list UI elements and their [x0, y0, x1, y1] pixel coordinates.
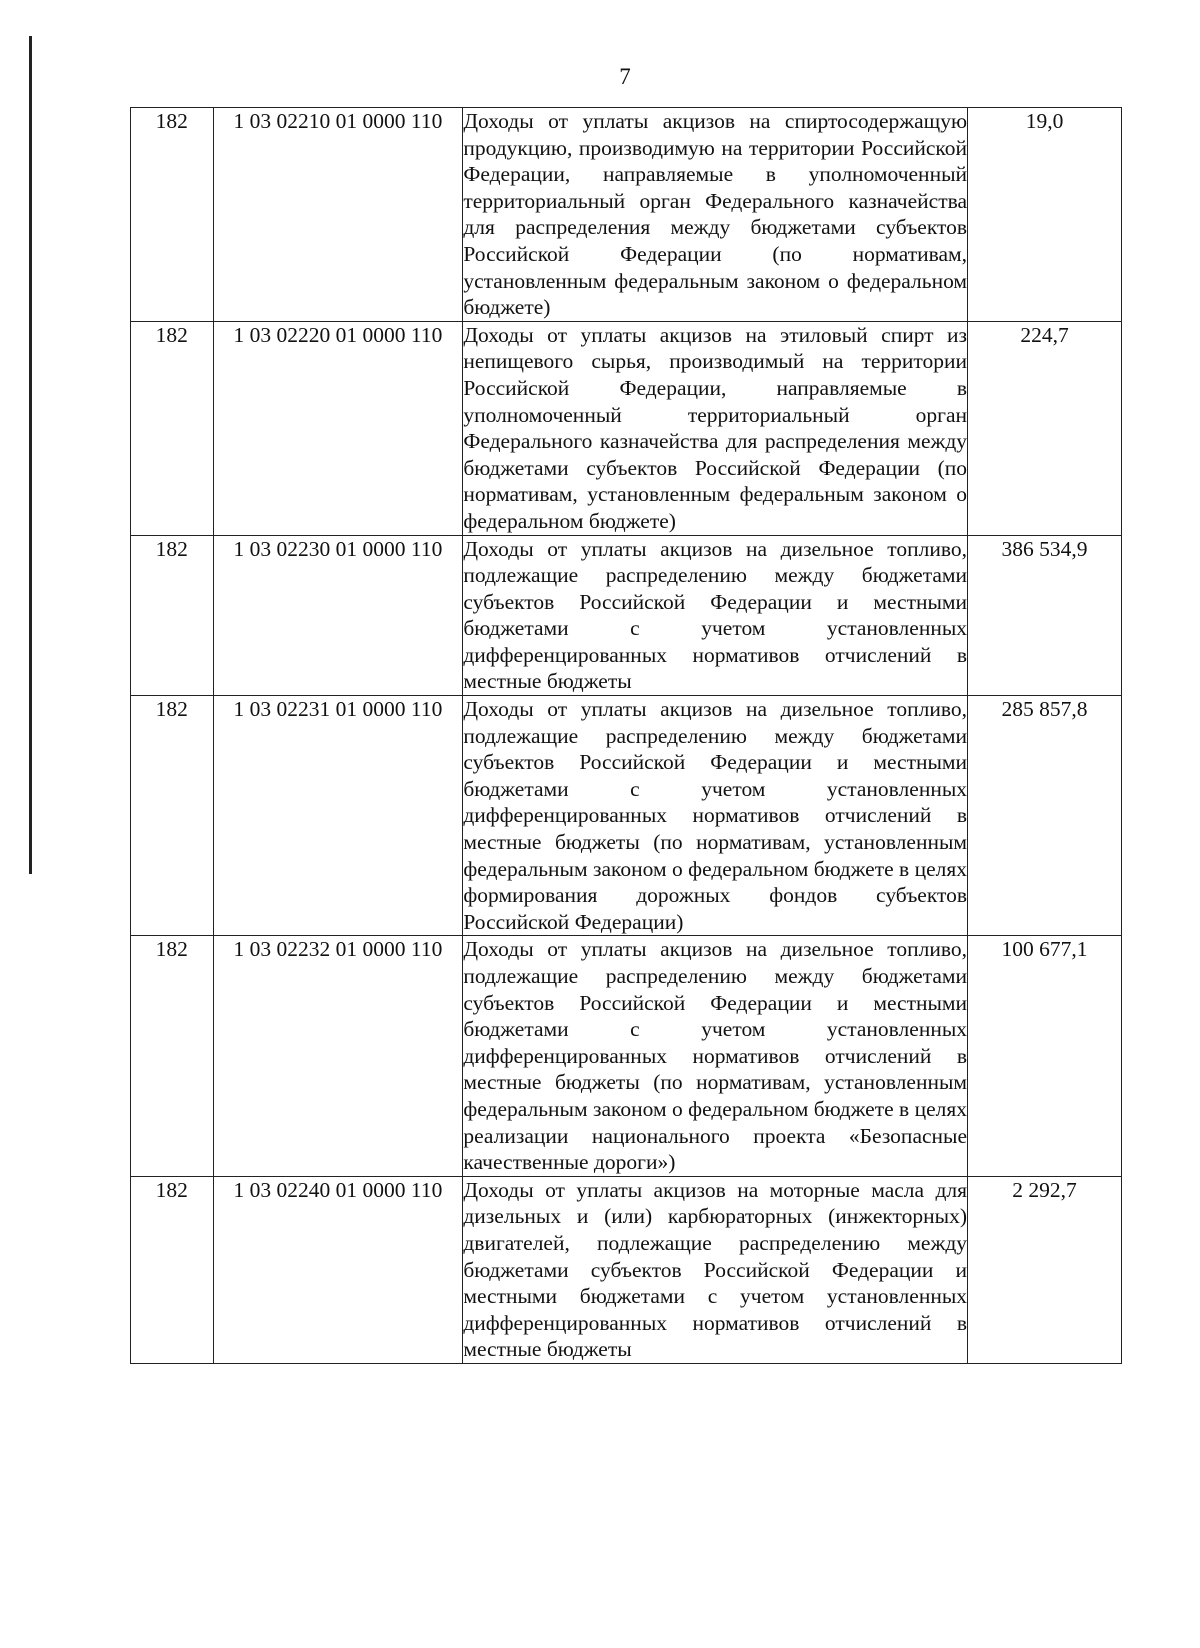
- admin-code-cell: 182: [131, 321, 214, 535]
- amount-cell: 100 677,1: [968, 936, 1122, 1176]
- revenue-name-cell: Доходы от уплаты акцизов на моторные масла для дизельных и (или) карбюраторных (инжекторных) двигателей, подлежащие распределению между бюджетами субъектов Российской Федерации и местными бюджетами с учетом установленных дифференцированных нормативов отчислений в местные бюджеты: [463, 1176, 968, 1363]
- budget-code-cell: 1 03 02231 01 0000 110: [213, 696, 463, 936]
- margin-binding-line: [29, 36, 32, 874]
- table-row: [131, 696, 1122, 936]
- table-row: [131, 108, 1122, 322]
- amount-cell: 2 292,7: [968, 1176, 1122, 1363]
- admin-code-cell: 182: [131, 936, 214, 1176]
- budget-code-cell: 1 03 02220 01 0000 110: [213, 321, 463, 535]
- budget-code-cell: 1 03 02240 01 0000 110: [213, 1176, 463, 1363]
- revenue-name-cell: Доходы от уплаты акцизов на дизельное топливо, подлежащие распределению между бюджетами субъектов Российской Федерации и местными бюджетами с учетом установленных дифференцированных нормативов отчислений в местные бюджеты: [463, 535, 968, 696]
- revenue-table: [130, 107, 1122, 1364]
- admin-code-cell: 182: [131, 535, 214, 696]
- admin-code-cell: 182: [131, 1176, 214, 1363]
- table-row: [131, 936, 1122, 1176]
- table-row: [131, 321, 1122, 535]
- revenue-name-cell: Доходы от уплаты акцизов на этиловый спирт из непищевого сырья, производимый на территории Российской Федерации, направляемые в уполномоченный территориальный орган Федерального казначейства для распределения между бюджетами субъектов Российской Федерации (по нормативам, установленным федеральным законом о федеральном бюджете): [463, 321, 968, 535]
- budget-code-cell: 1 03 02232 01 0000 110: [213, 936, 463, 1176]
- revenue-name-cell: Доходы от уплаты акцизов на дизельное топливо, подлежащие распределению между бюджетами субъектов Российской Федерации и местными бюджетами с учетом установленных дифференцированных нормативов отчислений в местные бюджеты (по нормативам, установленным федеральным законом о федеральном бюджете в целях реализации национального проекта «Безопасные качественные дороги»): [463, 936, 968, 1176]
- amount-cell: 285 857,8: [968, 696, 1122, 936]
- table-row: [131, 535, 1122, 696]
- admin-code-cell: 182: [131, 108, 214, 322]
- budget-code-cell: 1 03 02210 01 0000 110: [213, 108, 463, 322]
- revenue-name-cell: Доходы от уплаты акцизов на спиртосодержащую продукцию, производимую на территории Российской Федерации, направляемые в уполномоченный территориальный орган Федерального казначейства для распределения между бюджетами субъектов Российской Федерации (по нормативам, установленным федеральным законом о федеральном бюджете): [463, 108, 968, 322]
- amount-cell: 224,7: [968, 321, 1122, 535]
- revenue-name-cell: Доходы от уплаты акцизов на дизельное топливо, подлежащие распределению между бюджетами субъектов Российской Федерации и местными бюджетами с учетом установленных дифференцированных нормативов отчислений в местные бюджеты (по нормативам, установленным федеральным законом о федеральном бюджете в целях формирования дорожных фондов субъектов Российской Федерации): [463, 696, 968, 936]
- page-number: 7: [619, 64, 631, 89]
- admin-code-cell: 182: [131, 696, 214, 936]
- table-row: [131, 1176, 1122, 1363]
- budget-code-cell: 1 03 02230 01 0000 110: [213, 535, 463, 696]
- amount-cell: 386 534,9: [968, 535, 1122, 696]
- amount-cell: 19,0: [968, 108, 1122, 322]
